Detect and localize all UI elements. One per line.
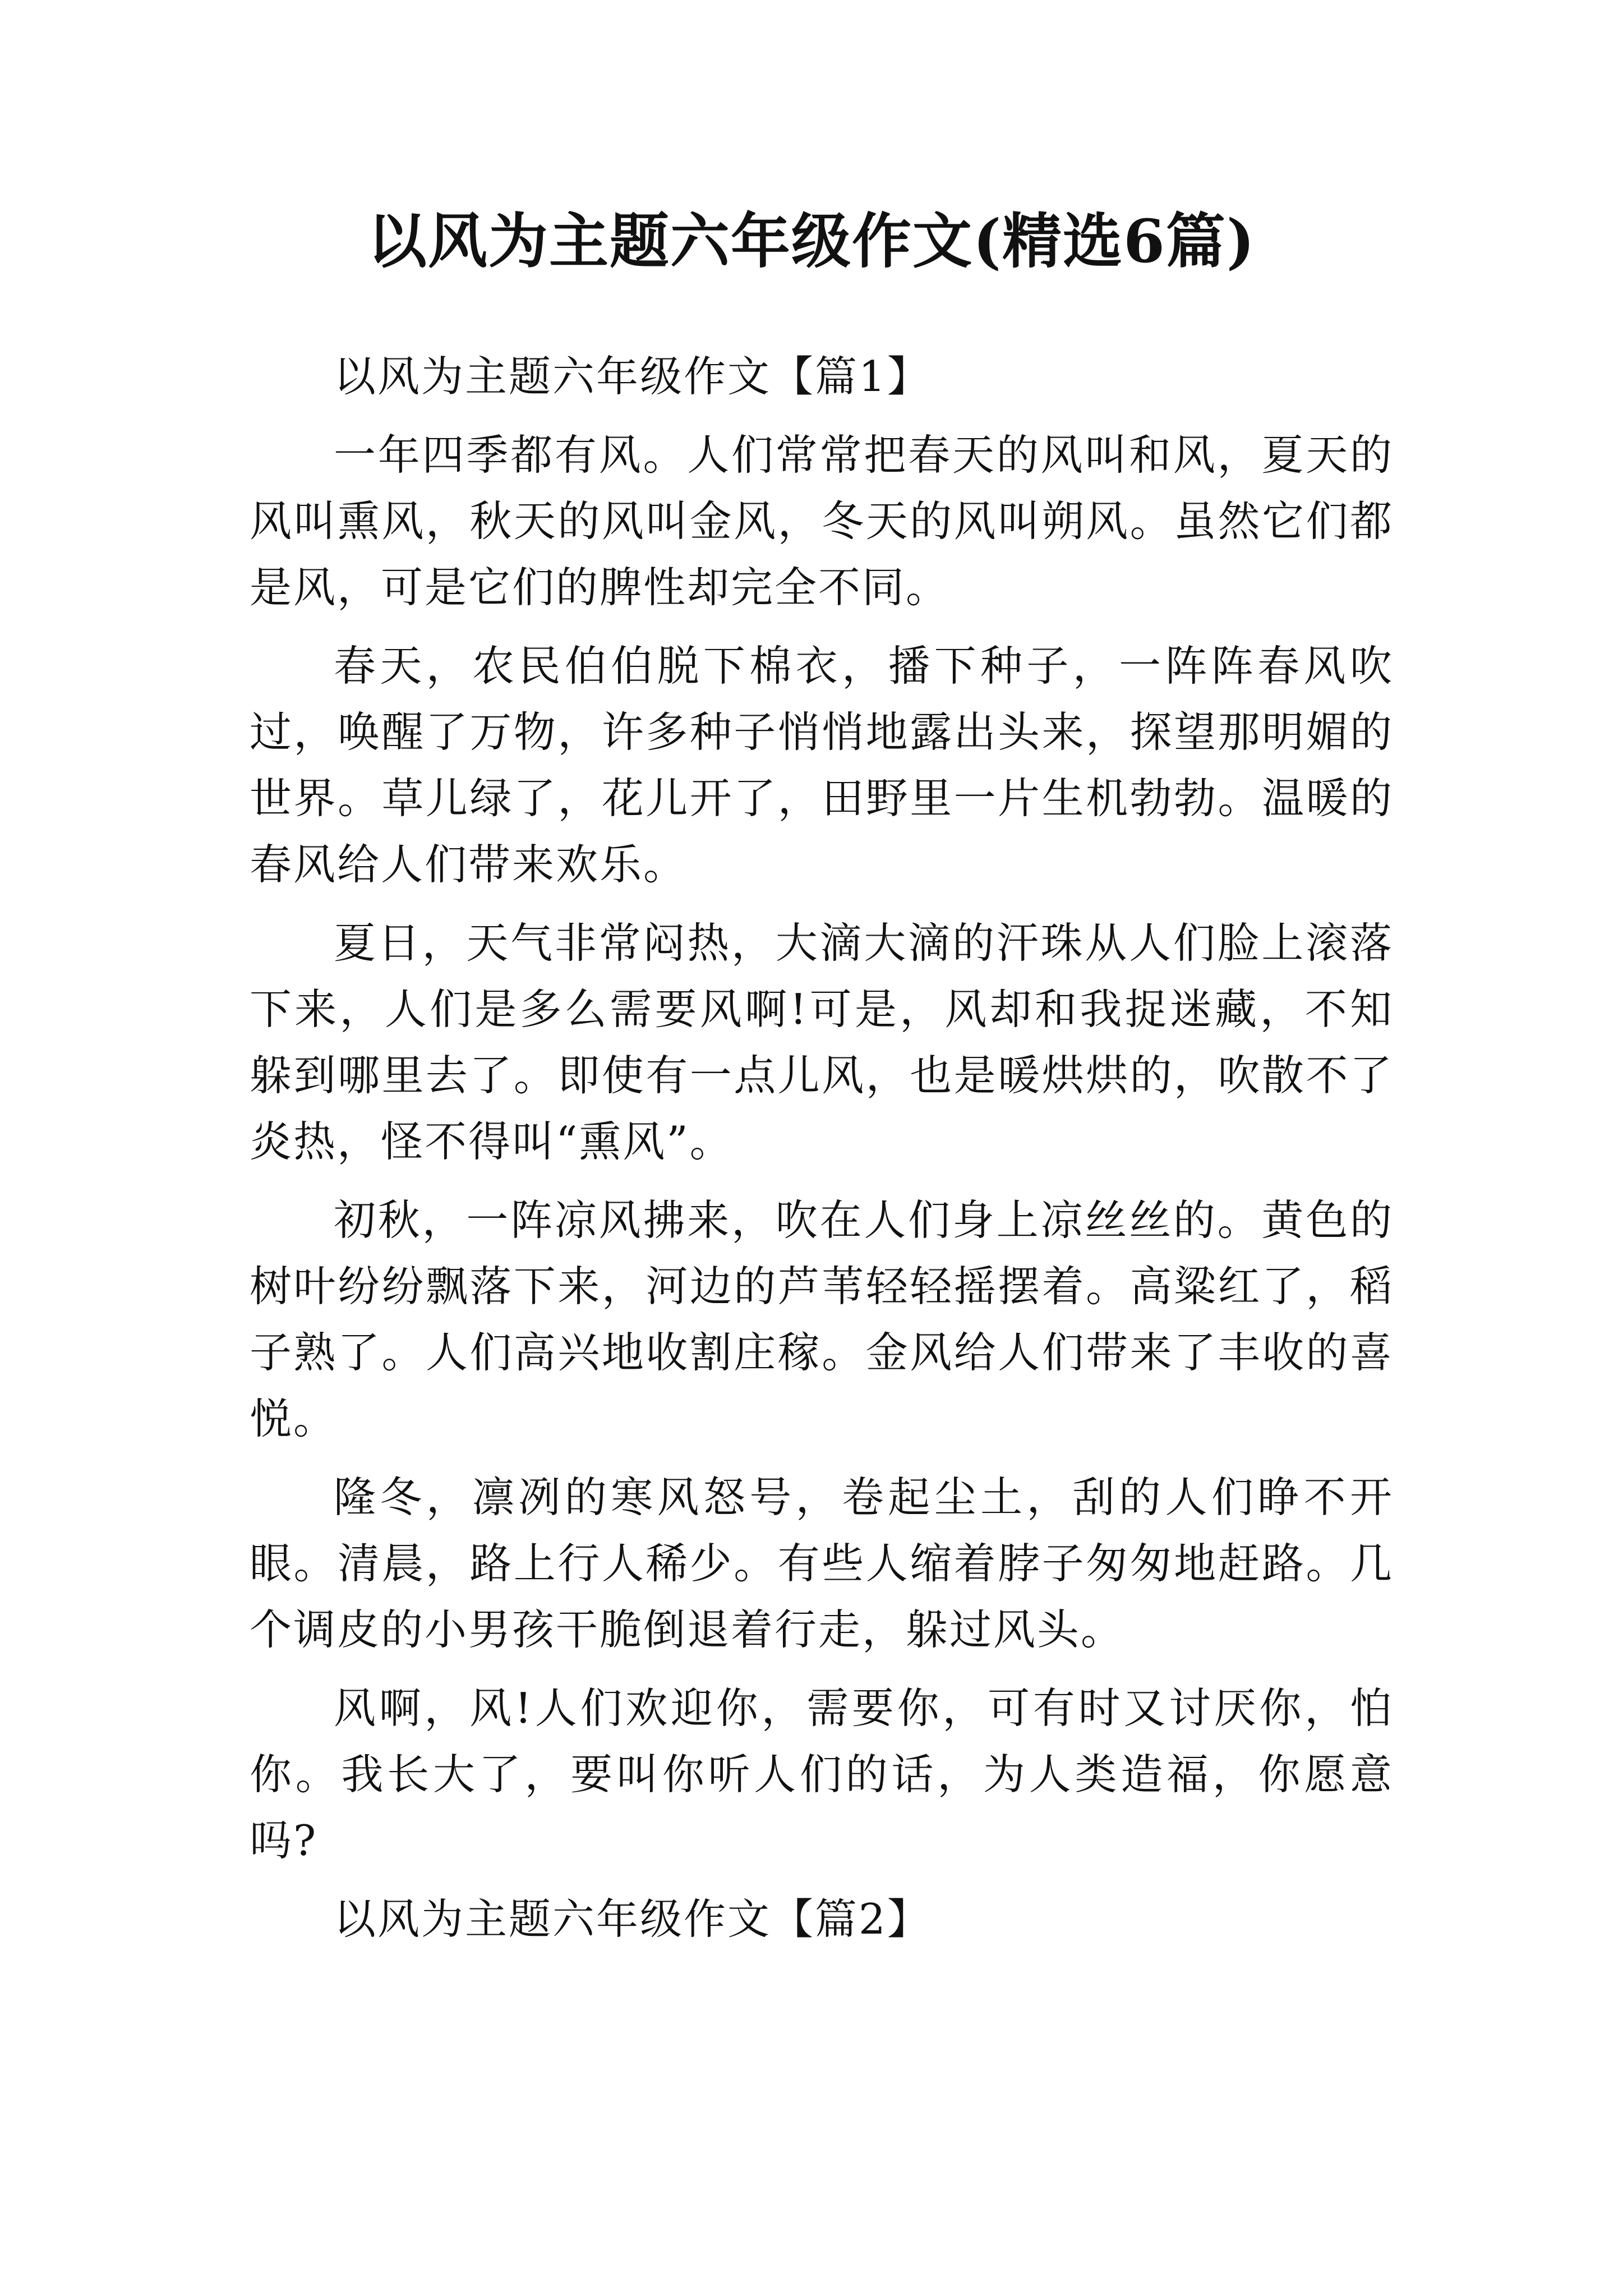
paragraph-4: 初秋，一阵凉风拂来，吹在人们身上凉丝丝的。黄色的树叶纷纷飘落下来，河边的芦苇轻轻摇摆着。高粱红了，稻子熟了。人们高兴地收割庄稼。金风给人们带来了丰收的喜悦。	[250, 1195, 1394, 1443]
paragraph-1: 一年四季都有风。人们常常把春天的风叫和风，夏天的风叫熏风，秋天的风叫金风，冬天的风叫朔风。虽然它们都是风，可是它们的脾性却完全不同。	[250, 430, 1394, 612]
section-heading-2: 以风为主题六年级作文【篇2】	[334, 1894, 931, 1944]
paragraph-2: 春天，农民伯伯脱下棉衣，播下种子，一阵阵春风吹过，唤醒了万物，许多种子悄悄地露出头来，探望那明媚的世界。草儿绿了，花儿开了，田野里一片生机勃勃。温暖的春风给人们带来欢乐。	[250, 641, 1394, 889]
paragraph-5: 隆冬，凛冽的寒风怒号，卷起尘土，刮的人们睁不开眼。清晨，路上行人稀少。有些人缩着脖子匆匆地赶路。几个调皮的小男孩干脆倒退着行走，躲过风头。	[250, 1473, 1394, 1654]
paragraph-6: 风啊，风!人们欢迎你，需要你，可有时又讨厌你，怕你。我长大了，要叫你听人们的话，为人类造福，你愿意吗?	[250, 1683, 1394, 1865]
paragraph-3: 夏日，天气非常闷热，大滴大滴的汗珠从人们脸上滚落下来，人们是多么需要风啊!可是，风却和我捉迷藏，不知躲到哪里去了。即使有一点儿风，也是暖烘烘的，吹散不了炎热，怪不得叫“熏风”。	[250, 918, 1394, 1166]
document-title: 以风为主题六年级作文(精选6篇)	[367, 206, 1256, 276]
document-body	[250, 343, 1394, 1964]
section-heading-1: 以风为主题六年级作文【篇1】	[334, 352, 931, 401]
